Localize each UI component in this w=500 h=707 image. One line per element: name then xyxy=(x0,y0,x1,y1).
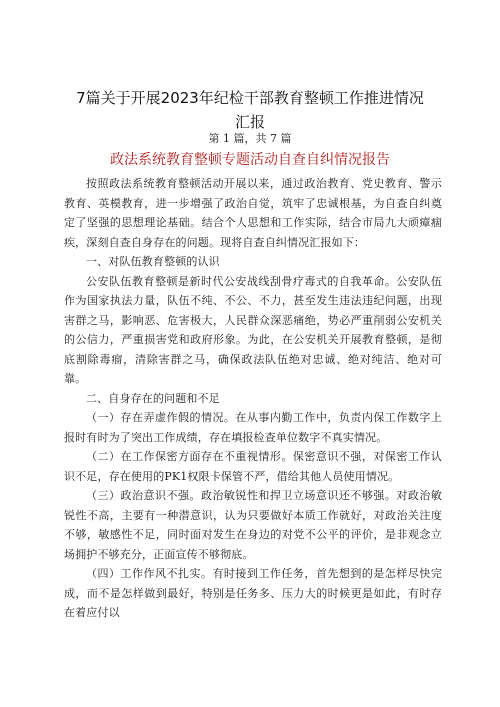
article-number: 第 1 篇，共 7 篇 xyxy=(208,132,292,145)
article-title: 政法系统教育整顿专题活动自查自纠情况报告 xyxy=(110,152,390,168)
article-body xyxy=(64,174,442,623)
paragraph-section-1: 公安队伍教育整顿是新时代公安战线刮骨疗毒式的自我革命。公安队伍作为国家执法力量，队伍不纯、不公、不力，甚至发生违法违纪问题，出现害群之马，影响恶、危害极大，人民群众深恶痛绝，势必严重削弱公安机关的公信力，严重损害党和政府形象。为此，在公安机关开展教育整顿，是彻底割除毒瘤，清除害群之马，确保政法队伍绝对忠诚、绝对纯洁、绝对可靠。 xyxy=(64,274,442,385)
paragraph-issue-2: （二）在工作保密方面存在不重视情形。保密意识不强，对保密工作认识不足，存在使用的PK1权限卡保管不严，借给其他人员使用情况。 xyxy=(64,450,442,483)
paragraph-issue-4: （四）工作作风不扎实。有时接到工作任务，首先想到的是怎样尽快完成，而不是怎样做到最好，特别是任务多、压力大的时候更是如此，有时存在着应付以 xyxy=(64,567,442,619)
paragraph-intro: 按照政法系统教育整顿活动开展以来，通过政治教育、党史教育、警示教育、英模教育，进一步增强了政治自觉，筑牢了忠诚根基，为自查自纠奠定了坚强的思想理论基础。结合个人思想和工作实际，结合市局九大顽瘴痼疾，深刻自查自身存在的问题。现将自查自纠情况汇报如下： xyxy=(64,177,442,249)
section-heading-1: 一、对队伍教育整顿的认识 xyxy=(86,255,220,268)
section-heading-2: 二、自身存在的问题和不足 xyxy=(86,391,220,405)
document-title-line-2: 汇报 xyxy=(234,113,265,131)
paragraph-issue-3: （三）政治意识不强。政治敏锐性和捍卫立场意识还不够强。对政治敏锐性不高，主要有一种潜意识，认为只要做好本质工作就好，对政治关注度不够，敏感性不足，同时面对发生在身边的对党不公平的评价，是非观念立场拥护不够充分，正面宣传不够彻底。 xyxy=(64,489,442,561)
document-title-line-1: 7篇关于开展2023年纪检干部教育整顿工作推进情况 xyxy=(76,89,424,107)
paragraph-issue-1: （一）存在弄虚作假的情况。在从事内勤工作中，负责内保工作数字上报时有时为了突出工作成绩，存在填报检查单位数字不真实情况。 xyxy=(64,411,442,444)
